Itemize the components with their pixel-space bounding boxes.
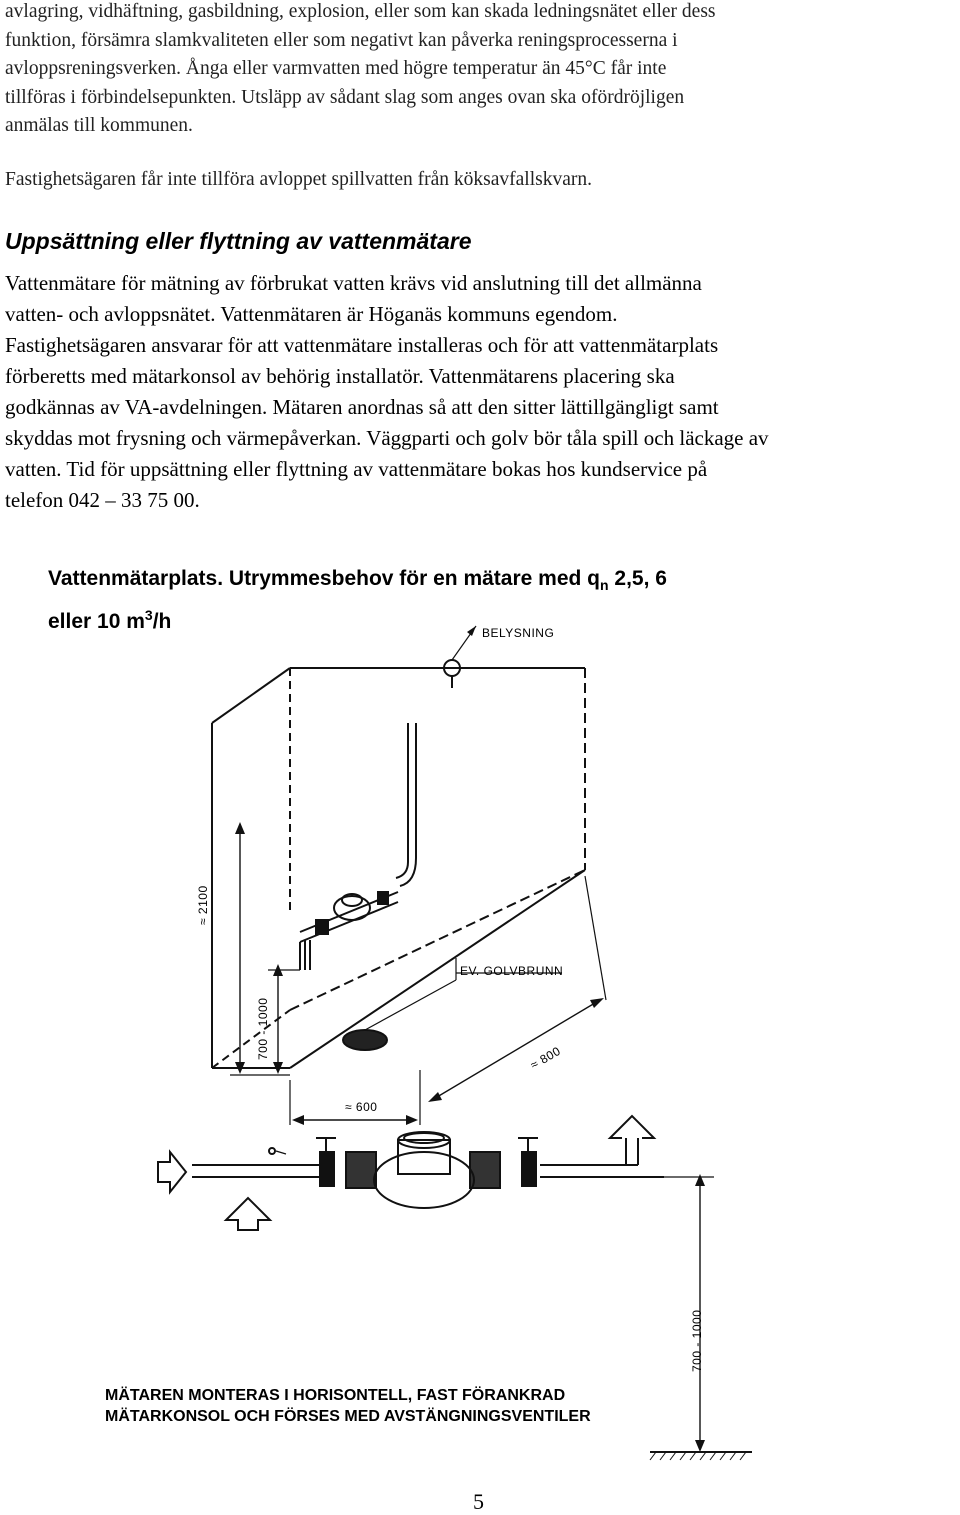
text-line: förberetts med mätarkonsol av behörig installatör. Vattenmätarens placering ska <box>5 364 675 388</box>
caption-line: MÄTARKONSOL OCH FÖRSES MED AVSTÄNGNINGSVENTILER <box>105 1408 591 1425</box>
text-line: Fastighetsägaren ansvarar för att vattenmätare installeras och för att vattenmätarplats <box>5 333 719 357</box>
diagram-title-superscript: 3 <box>144 607 153 624</box>
text-line: avloppsreningsverken. Ånga eller varmvatten med högre temperatur än 45°C får inte <box>5 58 667 79</box>
diagram-title-subscript: n <box>600 577 609 594</box>
wall-meter-assembly <box>300 892 398 970</box>
diagram-title-text: /h <box>152 610 172 634</box>
label-dim-width: ≈ 600 <box>345 1100 378 1114</box>
up-arrow-icon <box>610 1116 654 1138</box>
label-lighting: BELYSNING <box>482 626 555 640</box>
text-line: funktion, försämra slamkvaliteten eller som negativt kan påverka reningsprocesserna i <box>5 29 678 51</box>
diagram-caption <box>105 1385 591 1427</box>
diagram-title-text: Vattenmätarplats. Utrymmesbehov för en mätare med q <box>48 567 601 590</box>
diagram-title-text: eller 10 m <box>48 610 145 634</box>
caption-line: MÄTAREN MONTERAS I HORISONTELL, FAST FÖRANKRAD <box>105 1387 566 1404</box>
diagram-title-text: 2,5, 6 <box>608 567 667 590</box>
dimension-depth <box>428 876 606 1102</box>
text-line: telefon 042 – 33 75 00. <box>5 488 200 512</box>
text-line: avlagring, vidhäftning, gasbildning, explosion, eller som kan skada ledningsnätet eller dess <box>5 1 716 22</box>
up-arrow-icon <box>226 1198 270 1230</box>
paragraph-wastewater-rules <box>5 0 905 141</box>
label-dim-meter-height: 700 - 1000 <box>256 997 270 1060</box>
text-line: vatten- och avloppsnätet. Vattenmätaren är Höganäs kommuns egendom. <box>5 302 618 326</box>
label-dim-depth: ≈ 800 <box>528 1043 564 1073</box>
text-line: Vattenmätare för mätning av förbrukat vatten krävs vid anslutning till det allmänna <box>5 271 702 295</box>
diagram-drawing <box>0 540 960 1480</box>
vertical-pipe <box>396 723 416 886</box>
text-line: anmälas till kommunen. <box>5 115 193 136</box>
page-number: 5 <box>473 1489 484 1514</box>
label-dim-height: ≈ 2100 <box>196 885 210 925</box>
text-line: vatten. Tid för uppsättning eller flyttning av vattenmätare bokas hos kundservice på <box>5 457 708 481</box>
diagram-title <box>48 564 667 637</box>
label-dim-meter-height-2: 700 - 1000 <box>690 1309 704 1372</box>
dimension-width <box>290 1070 420 1125</box>
dimension-meter-height <box>268 964 300 1074</box>
paragraph-water-meter <box>5 268 945 516</box>
meter-installation-diagram <box>0 540 960 1480</box>
text-line: skyddas mot frysning och värmepåverkan. Väggparti och golv bör tåla spill och läckage av <box>5 426 769 450</box>
label-floor-drain: EV. GOLVBRUNN <box>460 964 564 978</box>
flow-arrow-icon <box>158 1152 186 1192</box>
text-line: tillföras i förbindelsepunkten. Utsläpp av sådant slag som anges ovan ska ofördröjligen <box>5 86 685 108</box>
ground-hatch <box>650 1452 746 1460</box>
text-line: godkännas av VA-avdelningen. Mätaren anordnas så att den sitter lättillgängligt samt <box>5 395 719 419</box>
paragraph-food-waste: Fastighetsägaren får inte tillföra avloppet spillvatten från köksavfallskvarn. <box>5 169 592 190</box>
section-heading: Uppsättning eller flyttning av vattenmätare <box>5 228 472 254</box>
